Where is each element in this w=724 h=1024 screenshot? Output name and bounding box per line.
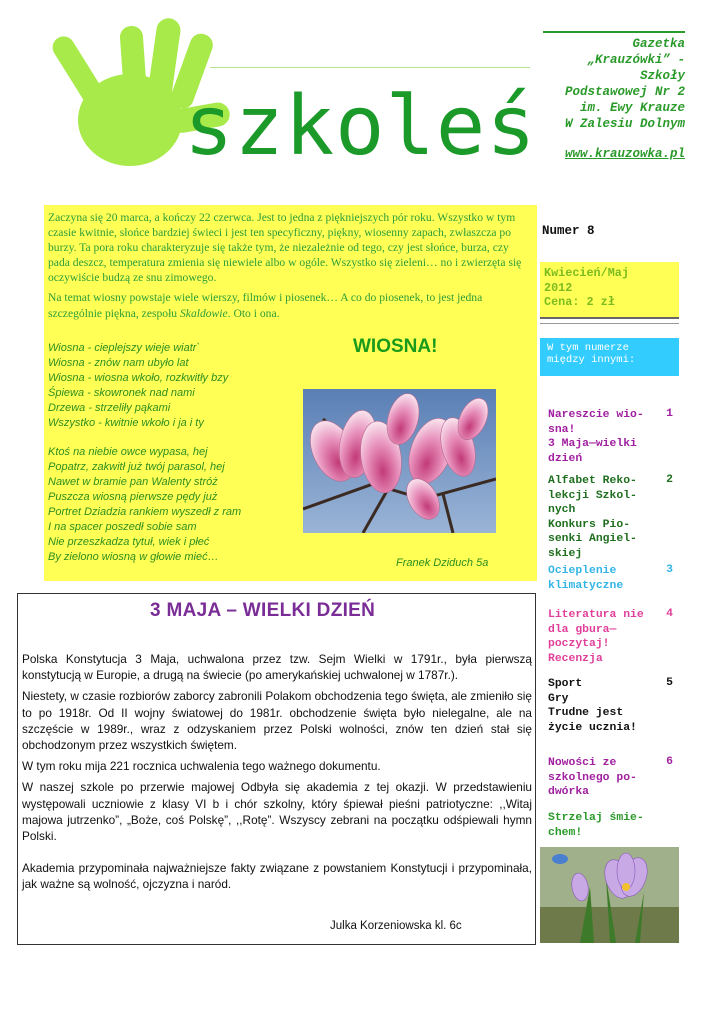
article-paragraph: W tym roku mija 221 rocznica uchwalenia tego ważnego dokumentu. [22, 759, 381, 774]
article-body [22, 651, 532, 898]
toc-page-number: 5 [666, 677, 673, 689]
toc-line: Trudne jest [548, 707, 624, 719]
article-title: 3 MAJA – WIELKI DZIEŃ [150, 600, 376, 621]
toc-item[interactable] [548, 408, 656, 466]
contents-heading-line: W tym numerze [547, 342, 629, 354]
toc-line: skiej [548, 547, 583, 560]
poem-line: Wiosna - wiosna wkoło, rozkwitły bzy [48, 372, 229, 385]
poem-line: I na spacer poszedł sobie sam [48, 521, 197, 534]
issue-price: Cena: 2 zł [544, 295, 615, 309]
school-info-line: Szkoły [639, 69, 685, 83]
toc-page-number: 3 [666, 564, 673, 576]
poem-line: By zielono wiosną w głowie mieć… [48, 551, 219, 564]
toc-item[interactable] [548, 564, 656, 593]
poem-author: Franek Dziduch 5a [396, 557, 489, 569]
toc-line: 3 Maja—wielki [548, 438, 637, 450]
poem-line: Ktoś na niebie owce wypasa, hej [48, 445, 208, 458]
toc-line: dzień [548, 452, 583, 465]
school-info-line: Gazetka [632, 37, 685, 51]
toc-line: Literatura nie [548, 609, 644, 621]
spring-intro [48, 210, 526, 326]
poem-line: Popatrz, zakwitł już twój parasol, hej [48, 460, 225, 473]
poem-line: Drzewa - strzeliły pąkami [48, 402, 171, 415]
toc-item[interactable] [548, 811, 656, 840]
toc-line: Nowości ze [548, 757, 617, 769]
toc-page-number: 2 [666, 474, 673, 486]
article-paragraph: Polska Konstytucja 3 Maja, uchwalona przez tzw. Sejm Wielki w 1791r., była pierwszą konstytucją w Europie, a drugą na świecie (po amerykańskiej uchwalonej w 1787r.). [22, 652, 532, 683]
website-link[interactable]: www.krauzowka.pl [564, 147, 685, 161]
issue-date-line: Kwiecień/Maj [544, 266, 629, 280]
intro-paragraph: Zaczyna się 20 marca, a kończy 22 czerwca. Jest to jedna z piękniejszych pór roku. Wszystko w tym czasie kwitnie, słońce bardziej świeci i jest ten specyficzny, piękny, wiosenny zapach, zwłaszcza po burzy. Ta pora roku charakteryzuje się także tym, że niezależnie od tego, czy jest słońce, burza, czy pada deszcz, temperatura zmienia się niewiele albo w ogóle. Wszystko się zieleni… no i zwierzęta się oczywiście budzą ze snu zimowego. [48, 211, 522, 285]
poem-heading: WIOSNA! [353, 336, 438, 357]
magnolia-photo [303, 389, 496, 533]
crocus-photo [540, 847, 679, 943]
poem-line: Portret Dziadzia rankiem wyszedł z ram [48, 505, 242, 518]
toc-line: dwórka [548, 786, 590, 798]
toc-line: nych [548, 504, 576, 516]
band-name: Skaldowie [180, 306, 228, 320]
toc-line: poczytaj! [548, 638, 610, 650]
toc-line: Ocieplenie [548, 565, 617, 577]
article-paragraph: Niestety, w czasie rozbiorów zaborcy zabronili Polakom obchodzenia tego święta, ale zmieniło się to po 1918r. Od II wojny światowej do 1981r. obchodzenie święta było nielegalne, ale na szczęście w 1989r., wraz z odzyskaniem przez Polski wolności, znów ten dzień stał się obchodzonym przez wszystkich świętem. [22, 689, 532, 753]
toc-page-number: 1 [666, 408, 673, 420]
school-info-line: „Krauzówki” - [587, 53, 685, 67]
poem-line: Wiosna - znów nam ubyło lat [48, 357, 189, 370]
toc-line: życie ucznia! [548, 721, 637, 734]
divider [540, 323, 679, 324]
toc-item[interactable] [548, 474, 656, 561]
toc-line: dla gbura— [548, 623, 617, 636]
article-author: Julka Korzeniowska kl. 6c [330, 920, 462, 932]
article-paragraph: Akademia przypominała najważniejsze fakty związane z powstaniem Konstytucji i przypominała, jak ważne są wolność, ojczyzna i naród. [22, 861, 532, 892]
school-info-line: Podstawowej Nr 2 [564, 85, 685, 99]
issue-date-price [544, 266, 629, 310]
toc-item[interactable] [548, 756, 656, 800]
toc-line: Recenzja [548, 652, 603, 665]
issue-number: Numer 8 [542, 224, 595, 238]
poem-line: Wszystko - kwitnie wkoło i ja i ty [48, 417, 204, 430]
toc-line: senki Angiel- [548, 533, 637, 545]
poem-line: Wiosna - cieplejszy wieje wiatr` [48, 342, 201, 354]
school-info [543, 31, 685, 162]
toc-line: Nareszcie wio- [548, 409, 644, 421]
toc-line: Gry [548, 692, 569, 705]
newspaper-title: szkoleś [184, 79, 537, 174]
issue-date-line: 2012 [544, 280, 573, 295]
toc-item[interactable] [548, 677, 656, 735]
toc-line: chem! [548, 826, 583, 839]
poem [48, 341, 288, 565]
intro-text: . Oto i ona. [227, 306, 280, 320]
intro-paragraph [48, 290, 526, 320]
toc-line: lekcji Szkol- [548, 489, 637, 502]
toc-page-number: 6 [666, 756, 673, 768]
school-info-line: im. Ewy Krauze [579, 101, 685, 115]
masthead-rule [210, 67, 530, 68]
contents-heading [547, 342, 635, 366]
toc-line: sna! [548, 423, 576, 436]
article-paragraph: W naszej szkole po przerwie majowej Odbyła się akademia z tej okazji. W przedstawieniu występowali uczniowie z klasy VI b i chór szkolny, który śpiewał pieśni patriotyczne: ,,Witaj majowa jutrzenko”, „Boże, coś Polskę”, ,,Rotę”. Wszyscy zebrani na początku odśpiewali hymn Polski. [22, 780, 532, 844]
intro-text: Na temat wiosny powstaje wiele wierszy, filmów i piosenek… A co do piosenek, to jest jedna szczególnie piękna, zespołu [48, 291, 483, 320]
poem-line: Puszcza wiosną pierwsze pędy już [48, 490, 218, 503]
poem-line: Nawet w bramie pan Walenty stróż [48, 475, 218, 488]
toc-line: Alfabet Reko- [548, 475, 637, 487]
toc-line: klimatyczne [548, 579, 624, 592]
toc-item[interactable] [548, 608, 656, 666]
poem-line: Śpiewa - skowronek nad nami [48, 387, 195, 400]
toc-line: Sport [548, 678, 583, 690]
contents-heading-line: między innymi: [547, 354, 636, 366]
poem-line: Nie przeszkadza tytuł, wiek i płeć [48, 536, 210, 549]
toc-line: Konkurs Pio- [548, 518, 631, 531]
toc-line: Strzelaj śmie- [548, 812, 644, 824]
toc-page-number: 4 [666, 608, 673, 620]
school-info-line: W Zalesiu Dolnym [564, 117, 685, 131]
toc-line: szkolnego po- [548, 771, 637, 784]
